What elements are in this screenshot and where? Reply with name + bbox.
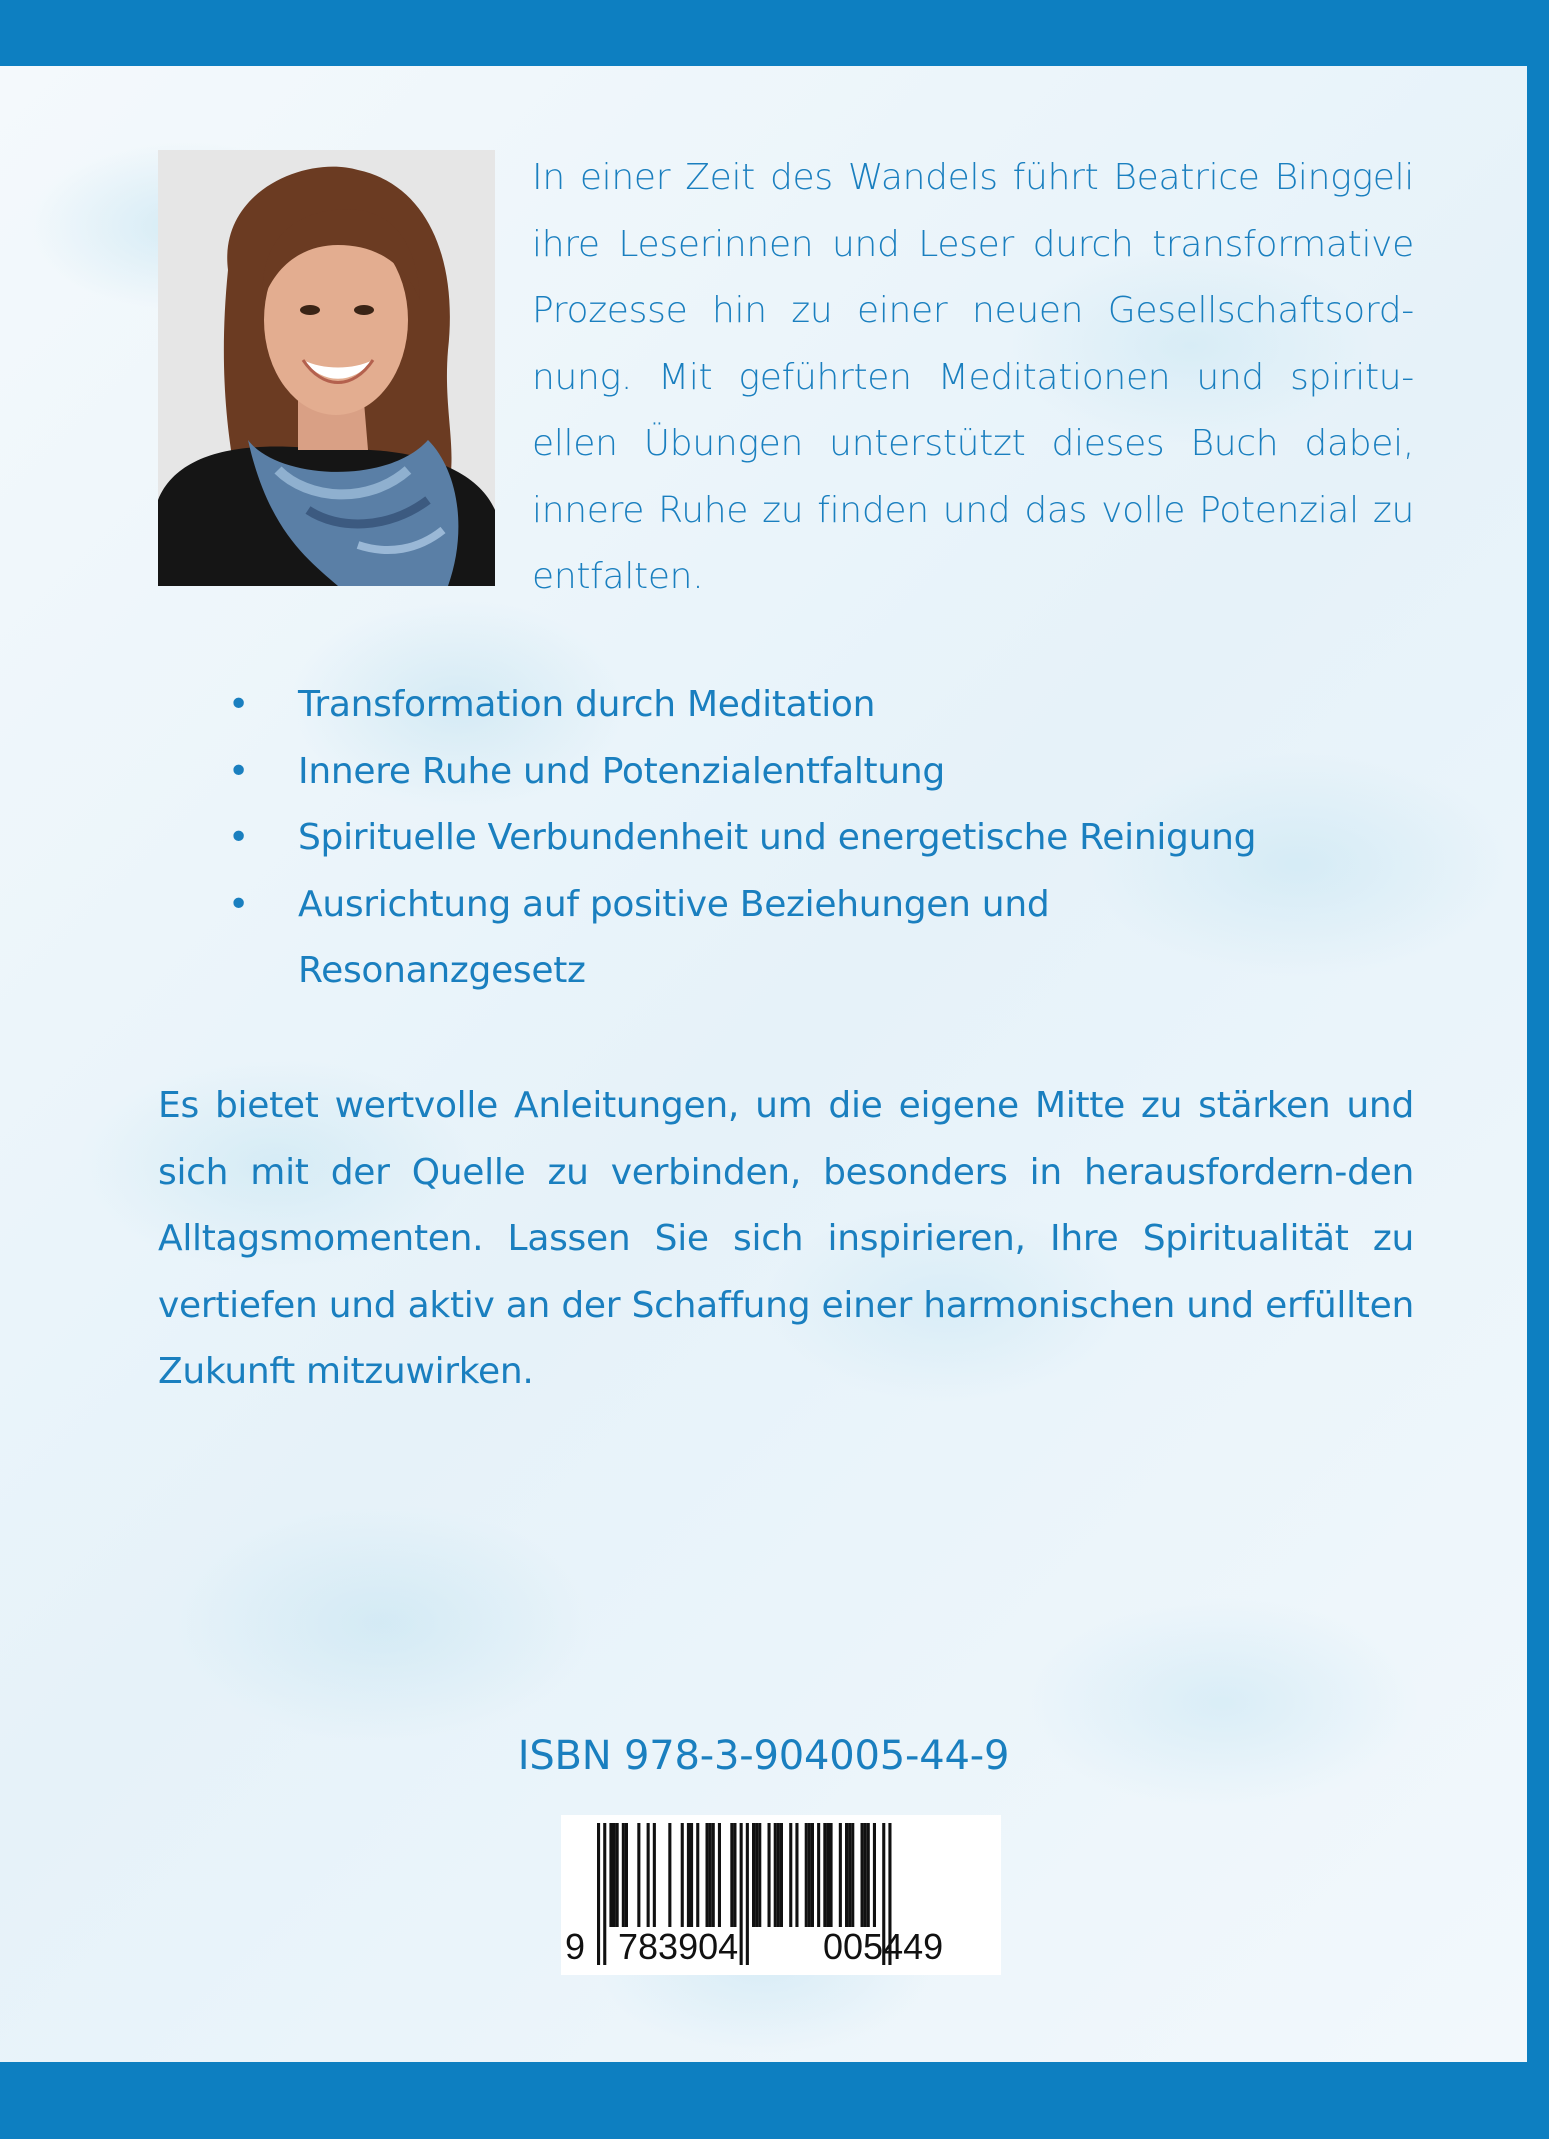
feature-text: Ausrichtung auf positive Beziehungen und Resonanzgesetz — [298, 883, 1050, 991]
list-item — [228, 805, 1378, 872]
barcode-bar — [777, 1823, 780, 1927]
barcode-bar — [780, 1823, 783, 1927]
feature-text: Transformation durch Meditation — [298, 684, 876, 725]
barcode-bar — [647, 1823, 650, 1927]
barcode-bar — [826, 1823, 829, 1927]
barcode-bar — [755, 1823, 758, 1927]
barcode-bar — [805, 1823, 808, 1927]
barcode-bar — [823, 1823, 826, 1927]
barcode-bar — [811, 1823, 814, 1927]
barcode-digits-left: 783904 — [618, 1926, 739, 1967]
feature-text: Spirituelle Verbundenheit und energetische Reinigung — [298, 817, 1257, 858]
barcode-bar — [795, 1823, 798, 1927]
barcode-bar — [668, 1823, 671, 1927]
barcode-bar — [622, 1823, 625, 1927]
barcode-bar — [613, 1823, 616, 1927]
cover-frame-right — [1527, 0, 1549, 2139]
barcode-bar — [848, 1823, 851, 1927]
barcode-bar — [861, 1823, 864, 1927]
barcode-bar — [616, 1823, 619, 1927]
barcode-bar — [851, 1823, 854, 1927]
barcode-bar — [808, 1823, 811, 1927]
barcode-bar — [839, 1823, 842, 1927]
barcode-bar — [609, 1823, 612, 1927]
barcode-bar — [789, 1823, 792, 1927]
barcode-bar — [730, 1823, 733, 1927]
list-item — [228, 872, 1198, 1005]
outro-paragraph: Es bietet wertvolle Anleitungen, um die eigene Mitte zu stärken und sich mit der Quelle zu verbinden, besonders in herausfordern-den Alltagsmomenten. Lassen Sie sich inspirieren, Ihre Spiritualität zu vertiefen und aktiv an der Schaffung einer harmonischen und erfüllten Zukunft mitzuwirken. — [158, 1085, 1414, 1392]
list-item — [228, 739, 1378, 806]
barcode-bar — [733, 1823, 736, 1927]
barcode-bar — [817, 1823, 820, 1927]
barcode-bar — [830, 1823, 833, 1927]
barcode-digits — [561, 1926, 1001, 1970]
barcode-bar — [774, 1823, 777, 1927]
barcode-bar — [696, 1823, 699, 1927]
barcode-digits-right: 005449 — [823, 1926, 944, 1967]
barcode-bar — [845, 1823, 848, 1927]
barcode-bar — [752, 1823, 755, 1927]
barcode-digit-first: 9 — [565, 1926, 586, 1967]
barcode-bar — [718, 1823, 721, 1927]
barcode-bar — [758, 1823, 761, 1927]
barcode-bar — [864, 1823, 867, 1927]
barcode-bar — [706, 1823, 709, 1927]
barcode-bar — [712, 1823, 715, 1927]
cover-frame-bottom — [0, 2062, 1549, 2139]
isbn-label: ISBN 978-3-904005-44-9 — [517, 1733, 1010, 1779]
author-photo — [158, 150, 495, 586]
feature-list — [228, 672, 1378, 1005]
barcode-bar — [690, 1823, 693, 1927]
barcode-bar — [637, 1823, 640, 1927]
barcode-bar — [867, 1823, 870, 1927]
barcode-bar — [681, 1823, 684, 1927]
intro-paragraph: In einer Zeit des Wandels führt Beatrice Binggeli ihre Leserinnen und Leser durch transformative Prozesse hin zu einer neuen Gesellschaftsord-nung. Mit geführten Meditationen und spiritu-ellen Übungen unterstützt dieses Buch dabei, innere Ruhe zu finden und das volle Potenzial zu entfalten. — [532, 157, 1414, 597]
cover-frame-top — [0, 0, 1549, 66]
bullet-icon: • — [228, 817, 249, 858]
list-item — [228, 672, 1378, 739]
barcode-bar — [625, 1823, 628, 1927]
barcode-bar — [709, 1823, 712, 1927]
barcode-bar — [873, 1823, 876, 1927]
barcode — [561, 1815, 1001, 1975]
bullet-icon: • — [228, 684, 249, 725]
feature-text: Innere Ruhe und Potenzialentfaltung — [298, 750, 945, 792]
bullet-icon: • — [228, 750, 249, 792]
bullet-icon: • — [228, 883, 249, 925]
barcode-bar — [768, 1823, 771, 1927]
barcode-bar — [687, 1823, 690, 1927]
barcode-bar — [653, 1823, 656, 1927]
